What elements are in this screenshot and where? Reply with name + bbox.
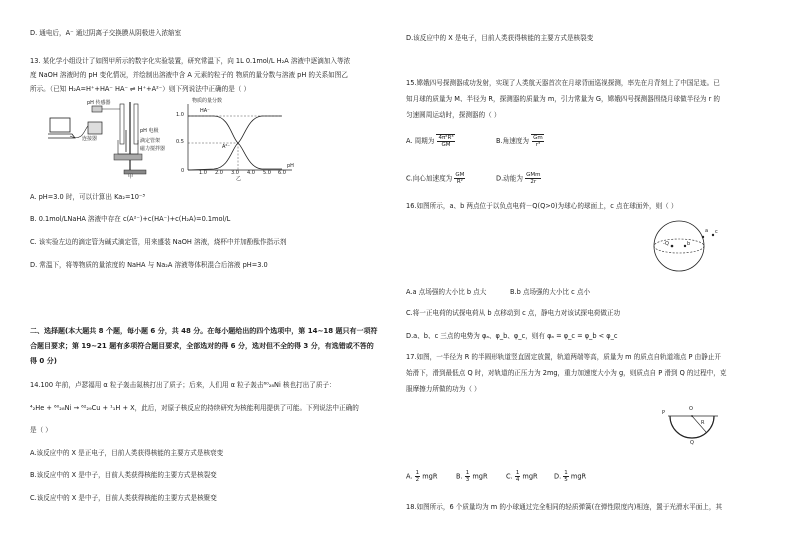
b-label: b — [687, 241, 691, 247]
q16-sphere-figure — [651, 218, 721, 278]
q15-line2: 知月球的质量为 M、半径为 R，探测器的质量为 m，引力常量为 G，嫦娥四号探测器围绕月球做半径为 r 的 — [406, 95, 721, 103]
burette-right — [134, 104, 138, 144]
q16-line1: 16.如图所示，a、b 两点位于以负点电荷－Q(Q>0)为球心的球面上，c 点在球面外，则（ ） — [406, 202, 678, 210]
q13-fraction-plot — [174, 100, 299, 180]
section2-line1: 二、选择题(本大题共 8 个题，每小题 6 分，共 48 分。在每小题给出的四个选项中，第 14~18 题只有一项符 — [30, 327, 378, 335]
label-electrode: pH 电极 — [140, 128, 159, 134]
xtick-6.0: 6.0 — [278, 170, 286, 176]
sqrt-expression: $\frac{\text{4π²R³}}{GM}$ — [438, 135, 454, 149]
q16-option-b: B.b 点场强的大小比 c 点小 — [510, 288, 591, 296]
q15-line3: 匀速圆周运动时，探测器的（ ） — [406, 111, 501, 119]
caption-jia: 甲 — [128, 174, 134, 180]
q15-option-c: C.向心加速度为 $\frac{GM}{\text{R²}}$ — [406, 172, 465, 186]
q13-option-a: A. pH=3.0 时，可以计算出 Ka₂=10⁻³ — [30, 193, 146, 201]
laptop-base — [48, 134, 75, 138]
q14-option-d: D.该反应中的 X 是电子，目前人类获得核能的主要方式是核裂变 — [406, 34, 594, 42]
xtick-5.0: 5.0 — [263, 170, 271, 176]
q16-option-c: C.将一正电荷的试探电荷从 b 点移动到 c 点，静电力对该试探电荷做正功 — [406, 309, 621, 317]
xtick-3.0: 3.0 — [231, 170, 239, 176]
label-stirrer: 磁力搅拌器 — [140, 146, 166, 152]
q14-line1: 14.100 年前，卢瑟福用 α 粒子轰击氮核打出了质子；后来，人们用 α 粒子轰击⁶⁰₂₈Ni 核也打出了质子： — [30, 381, 336, 389]
a-label: a — [705, 228, 709, 234]
laptop-screen — [50, 118, 70, 132]
q15-option-a: A. 周期为 $\frac{\text{4π²R³}}{GM}$ — [406, 135, 454, 149]
xtick-4.0: 4.0 — [247, 170, 255, 176]
ytick-0: 0 — [181, 168, 185, 174]
q15-option-b: B.角速度为 $\frac{Gm}{\text{r³}}$ — [496, 135, 543, 149]
prev-option-d: D. 通电后，A⁻ 通过阴离子交换膜从阴极进入浓缩室 — [30, 29, 182, 37]
y-axis-label: 物质的量分数 — [192, 98, 223, 104]
sphere-equator — [654, 239, 704, 253]
ytick-0.5: 0.5 — [176, 139, 184, 145]
q17-option-d: D. $\frac{1}{5}$ mgR — [554, 470, 587, 484]
caption-yi: 乙 — [236, 176, 242, 182]
stirrer — [114, 154, 142, 160]
q13-option-d: D. 常温下，将等物质的量浓度的 NaHA 与 Na₂A 溶液等体积混合后溶液 pH=3.0 — [30, 261, 268, 269]
q13-option-b: B. 0.1mol/LNaHA 溶液中存在 c(A²⁻)+c(HA⁻)+c(H₂A)=0.1mol/L — [30, 215, 231, 223]
q13-line3: 所示。（已知 H₂A=H⁺+HA⁻ HA⁻ ⇌ H⁺+A²⁻）则下列说法中正确的是（ ） — [30, 85, 251, 93]
xtick-1.0: 1.0 — [199, 170, 207, 176]
q17-track-figure — [664, 404, 722, 454]
ha-curve — [188, 116, 282, 169]
data-logger — [88, 122, 102, 134]
q17-option-a: A. $\frac{1}{2}$ mgR — [406, 470, 438, 484]
q13-apparatus-figure — [48, 100, 166, 180]
q14-option-a: A.该反应中的 X 是正电子，目前人类获得核能的主要方式是核衰变 — [30, 449, 224, 457]
R-label: R — [701, 420, 705, 426]
q18-line1: 18.如图所示，6 个质量均为 m 的小球通过完全相同的轻质弹簧(在弹性限度内)相连，置于光滑水平面上，其 — [406, 503, 723, 511]
section2-line2: 合题目要求；第 19~21 题有多项符合题目要求，全部选对的得 6 分，选对但不全的得 3 分，有选错或不答的 — [30, 342, 374, 350]
left-column — [30, 0, 395, 550]
sphere-outline — [654, 221, 704, 271]
q15-line1: 15.嫦娥四号探测器成功发射，实现了人类航天器首次在月球背面巡视探测，率先在月背刻上了中国足迹。已 — [406, 79, 720, 87]
point-b — [684, 245, 686, 247]
semicircle-track — [670, 416, 714, 438]
right-column — [406, 0, 770, 550]
q13-line2: 度 NaOH 溶液时的 pH 变化情况，并绘制出溶液中含 A 元素的粒子的 物质的量分数与溶液 pH 的关系如图乙 — [30, 71, 348, 79]
burette-left — [120, 104, 124, 144]
q17-option-b: B. $\frac{1}{3}$ mgR — [456, 470, 488, 484]
q15-option-d: D.动能为 $\frac{\text{GMm}}{2r}$ — [496, 172, 541, 186]
sqrt-expression: $\frac{Gm}{\text{r³}}$ — [533, 135, 543, 149]
negative-charge — [671, 245, 674, 248]
species-a-label: A²⁻ — [222, 144, 231, 150]
q17-option-c: C. $\frac{1}{4}$ mgR — [506, 470, 538, 484]
q14-line3: 是（ ） — [30, 426, 52, 434]
q17-line1: 17.如图，一半径为 R 的半圆形轨道竖直固定放置，轨道两端等高，质量为 m 的质点自轨道端点 P 由静止开 — [406, 353, 721, 361]
label-sensor: pH 传感器 — [87, 100, 111, 106]
q17-line3: 服摩擦力所做的功为（ ） — [406, 385, 481, 393]
O-label: O — [689, 406, 693, 412]
point-c — [712, 234, 714, 236]
q17-line2: 始滑下，滑到最低点 Q 时，对轨道的正压力为 2mg，重力加速度大小为 g，则质点自 P 滑到 Q 的过程中，克 — [406, 369, 727, 377]
beaker — [118, 140, 138, 154]
ytick-1.0: 1.0 — [176, 112, 184, 118]
section2-line3: 得 0 分) — [30, 357, 57, 365]
xtick-2.0: 2.0 — [215, 170, 223, 176]
label-logger: 连接器 — [82, 136, 98, 142]
q16-option-a: A.a 点场强的大小比 b 点大 — [406, 288, 487, 296]
label-titrator: 滴定管架 — [140, 138, 161, 144]
q14-option-c: C.该反应中的 X 是中子，目前人类获得核能的主要方式是核聚变 — [30, 494, 217, 502]
Q-label: Q — [690, 440, 694, 446]
point-a — [702, 236, 704, 238]
P-label: P — [662, 410, 666, 416]
q14-option-b: B.该反应中的 X 是中子，目前人类获得核能的主要方式是核裂变 — [30, 471, 217, 479]
c-label: c — [715, 229, 718, 235]
q13-option-c: C. 该实验左边的滴定管为碱式滴定管，用来盛装 NaOH 溶液，烧杯中并加酚酞作指示剂 — [30, 238, 287, 246]
center-point — [691, 415, 693, 417]
q13-line1: 13. 某化学小组设计了如图甲所示的数字化实验装置，研究常温下，向 1L 0.1mol/L H₂A 溶液中逐滴加入等浓 — [30, 57, 351, 65]
x-axis-label: pH — [287, 163, 294, 169]
q14-line2: ⁴₂He + ⁶⁰₂₈Ni → ⁶²₂₉Cu + ¹₁H + X，此后，对原子核反应的持续研究为核能利用提供了可能。下列说法中正确的 — [30, 404, 359, 412]
species-ha-label: HA⁻ — [200, 108, 210, 114]
q16-option-d: D.a、b、c 三点的电势为 φₐ、φ_b、φ_c，则有 φₐ = φ_c = φ_b < φ_c — [406, 332, 618, 340]
charge-label: -Q — [663, 241, 669, 247]
